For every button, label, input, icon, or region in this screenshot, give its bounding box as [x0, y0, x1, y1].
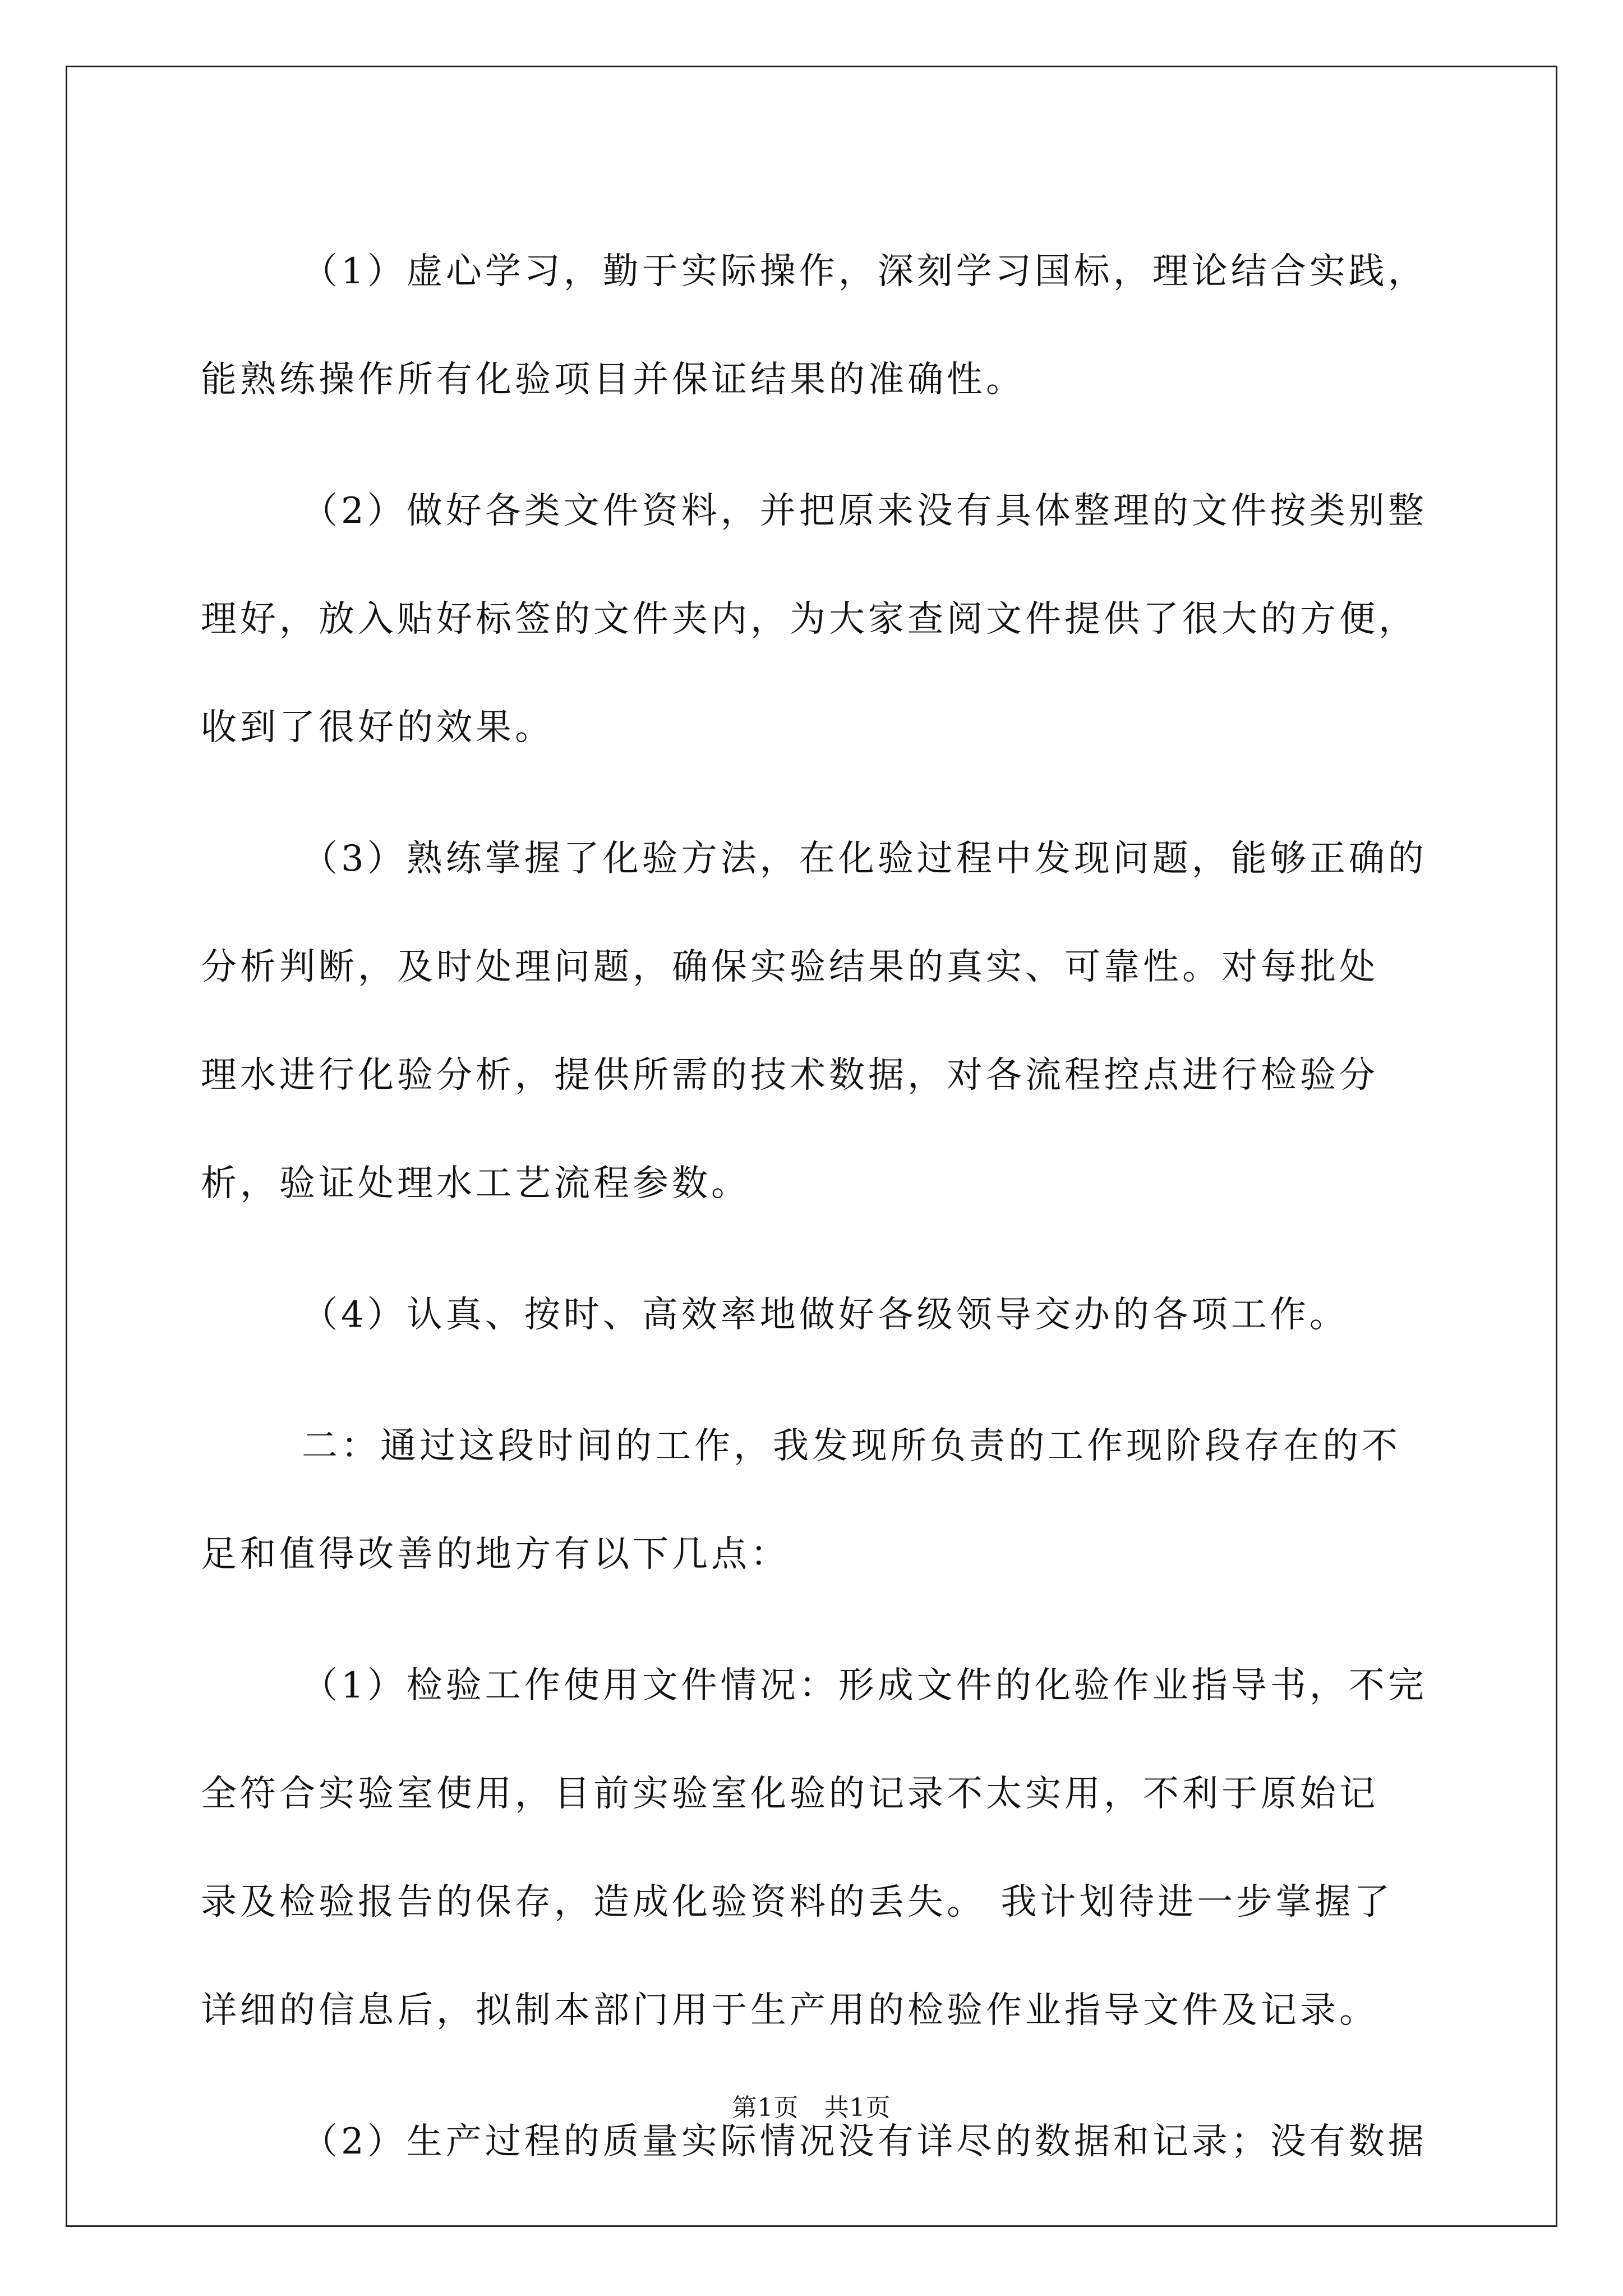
paragraph-3: [201, 805, 1429, 1238]
text-line: 二：通过这段时间的工作，我发现所负责的工作现阶段存在的不: [302, 1425, 1401, 1467]
text-line: （1）检验工作使用文件情况：形成文件的化验作业指导书，不完: [302, 1665, 1427, 1706]
text-line: 分析判断，及时处理问题，确保实验结果的真实、可靠性。对每批处: [201, 946, 1378, 988]
text-line: （3）熟练掌握了化验方法，在化验过程中发现问题，能够正确的: [302, 838, 1427, 880]
paragraph-6: [201, 1632, 1429, 2065]
text-line: （1）虚心学习，勤于实际操作，深刻学习国标，理论结合实践，: [302, 251, 1427, 292]
paragraph-1: [201, 218, 1429, 434]
text-line: 详细的信息后，拟制本部门用于生产用的检验作业指导文件及记录。: [201, 1990, 1378, 2031]
text-line: 收到了很好的效果。: [201, 707, 554, 748]
text-line: 全符合实验室使用，目前实验室化验的记录不太实用，不利于原始记: [201, 1773, 1378, 1815]
text-line: 录及检验报告的保存，造成化验资料的丢失。 我计划待进一步掌握了: [201, 1881, 1394, 1923]
paragraph-5: [201, 1392, 1429, 1609]
text-line: （2）做好各类文件资料，并把原来没有具体整理的文件按类别整: [302, 490, 1427, 532]
text-line: 理水进行化验分析，提供所需的技术数据，对各流程控点进行检验分: [201, 1055, 1378, 1096]
text-line: 足和值得改善的地方有以下几点：: [201, 1534, 790, 1575]
document-body: [201, 218, 1429, 2219]
paragraph-2: [201, 457, 1429, 782]
text-line: （2）生产过程的质量实际情况没有详尽的数据和记录；没有数据: [302, 2121, 1427, 2162]
paragraph-4: [201, 1261, 1429, 1369]
text-line: 能熟练操作所有化验项目并保证结果的准确性。: [201, 359, 1025, 401]
text-line: 理好，放入贴好标签的文件夹内，为大家查阅文件提供了很大的方便，: [201, 599, 1418, 640]
text-line: （4）认真、按时、高效率地做好各级领导交办的各项工作。: [302, 1294, 1349, 1336]
text-line: 析，验证处理水工艺流程参数。: [201, 1163, 750, 1204]
page-footer: 第1页 共1页: [732, 2093, 891, 2122]
